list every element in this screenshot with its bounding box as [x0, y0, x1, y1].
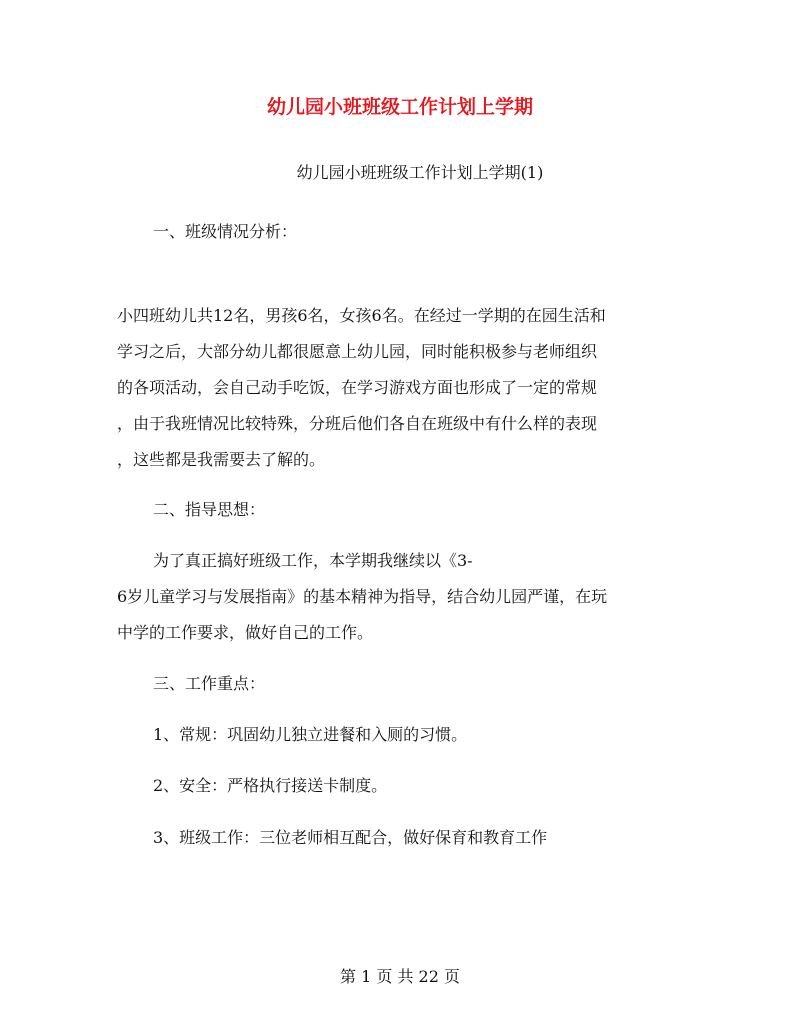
paragraph-line: 小四班幼儿共12名，男孩6名，女孩6名。在经过一学期的在园生活和 — [117, 306, 606, 325]
document-subtitle: 幼儿园小班班级工作计划上学期(1) — [296, 163, 544, 182]
page-number: 第 1 页 共 22 页 — [340, 967, 460, 986]
document-title: 幼儿园小班班级工作计划上学期 — [266, 96, 533, 118]
section-heading-2: 二、指导思想： — [153, 500, 266, 519]
section-heading-3: 三、工作重点： — [153, 674, 266, 693]
paragraph-line: 为了真正搞好班级工作，本学期我继续以《3- — [153, 551, 473, 570]
paragraph-line: 的各项活动，会自己动手吃饭，在学习游戏方面也形成了一定的常规 — [117, 378, 598, 397]
paragraph-line: 中学的工作要求，做好自己的工作。 — [117, 623, 374, 642]
section-heading-1: 一、班级情况分析： — [153, 222, 298, 241]
paragraph-line: 6岁儿童学习与发展指南》的基本精神为指导，结合幼儿园严谨，在玩 — [117, 587, 608, 606]
list-item: 2、安全：严格执行接送卡制度。 — [153, 776, 388, 795]
list-item: 1、常规：巩固幼儿独立进餐和入厕的习惯。 — [153, 725, 468, 744]
list-item: 3、班级工作：三位老师相互配合，做好保育和教育工作 — [153, 828, 548, 847]
paragraph-line: 学习之后，大部分幼儿都很愿意上幼儿园，同时能积极参与老师组织 — [117, 342, 598, 361]
paragraph-line: ，这些都是我需要去了解的。 — [117, 450, 326, 469]
paragraph-line: ，由于我班情况比较特殊，分班后他们各自在班级中有什么样的表现 — [117, 414, 598, 433]
